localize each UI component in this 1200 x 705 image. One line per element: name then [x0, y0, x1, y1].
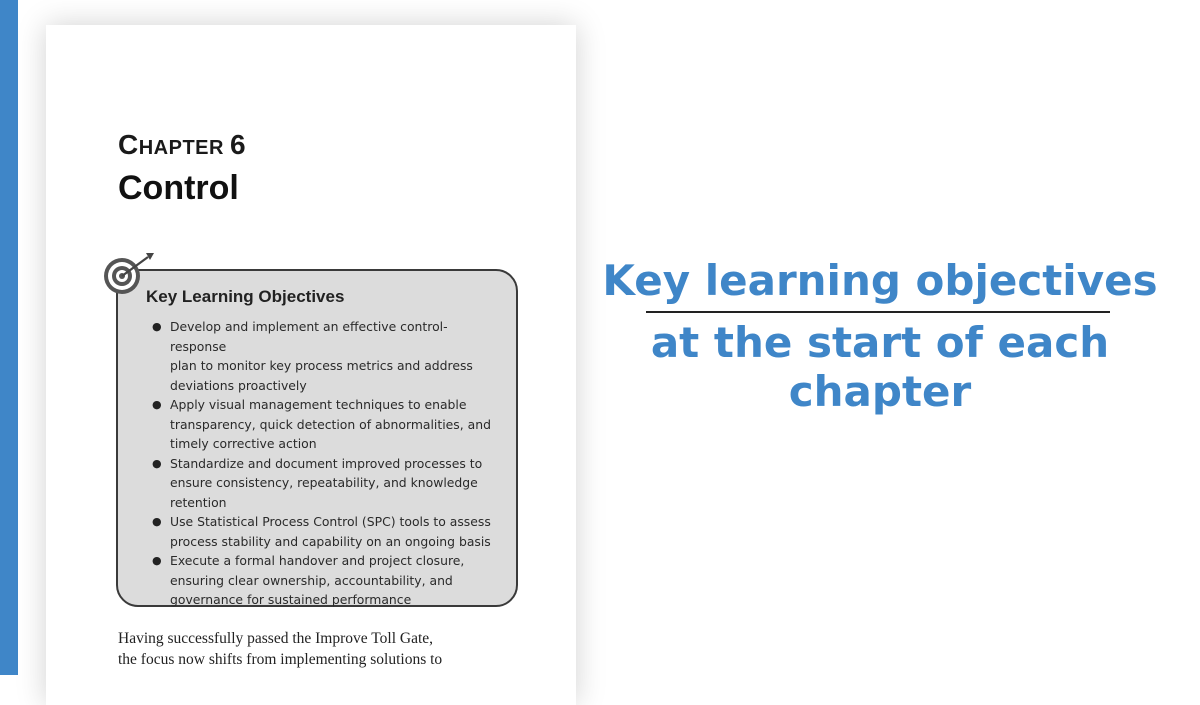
bullet-marker: ●: [152, 515, 162, 528]
headline-line-1: Key learning objectives: [602, 256, 1158, 305]
chapter-title: Control: [118, 169, 239, 207]
headline-underline: [646, 311, 1110, 313]
headline-line-2: at the start of each chapter: [650, 318, 1110, 416]
objectives-heading: Key Learning Objectives: [146, 287, 345, 306]
objective-line: Use Statistical Process Control (SPC) tools to assess: [170, 514, 491, 529]
bullet-marker: ●: [152, 398, 162, 411]
objective-line: process stability and capability on an ongoing basis: [170, 533, 491, 549]
objectives-box: [116, 269, 518, 607]
objective-line: timely corrective action: [170, 436, 317, 451]
book-page: [46, 25, 576, 705]
bullet-marker: ●: [152, 320, 162, 333]
bullet-marker: ●: [152, 456, 162, 470]
body-line: Having successfully passed the Improve Toll Gate,: [118, 630, 434, 647]
objective-line: Execute a formal handover and project closure,: [170, 553, 465, 568]
objective-line: governance for sustained performance: [170, 592, 412, 607]
target-icon: [102, 251, 156, 297]
objective-line: Standardize and document improved processes to: [170, 455, 483, 471]
objective-line: Apply visual management techniques to enable: [170, 397, 467, 412]
body-paragraph: [118, 628, 538, 670]
objective-line: transparency, quick detection of abnormalities, and: [170, 416, 491, 432]
objective-item: [140, 454, 500, 513]
body-line: the focus now shifts from implementing solutions to: [118, 651, 443, 668]
objectives-list: [140, 317, 500, 610]
objective-item: [140, 395, 500, 454]
objective-item: [140, 317, 500, 395]
chapter-label: [118, 129, 246, 161]
objective-line: deviations proactively: [170, 377, 307, 393]
objective-line: ensuring clear ownership, accountability, and: [170, 572, 453, 588]
objective-item: [140, 551, 500, 610]
objective-line: plan to monitor key process metrics and address: [170, 358, 473, 373]
bullet-marker: ●: [152, 554, 162, 567]
objective-item: [140, 512, 500, 551]
accent-side-bar: [0, 0, 18, 675]
chapter-number: 6: [230, 129, 247, 160]
objective-line: ensure consistency, repeatability, and knowledge: [170, 475, 478, 490]
objective-line: retention: [170, 494, 227, 510]
objective-line: Develop and implement an effective control-response: [170, 319, 448, 354]
chapter-label-rest: HAPTER: [138, 137, 224, 159]
chapter-label-prefix: C: [118, 129, 139, 160]
